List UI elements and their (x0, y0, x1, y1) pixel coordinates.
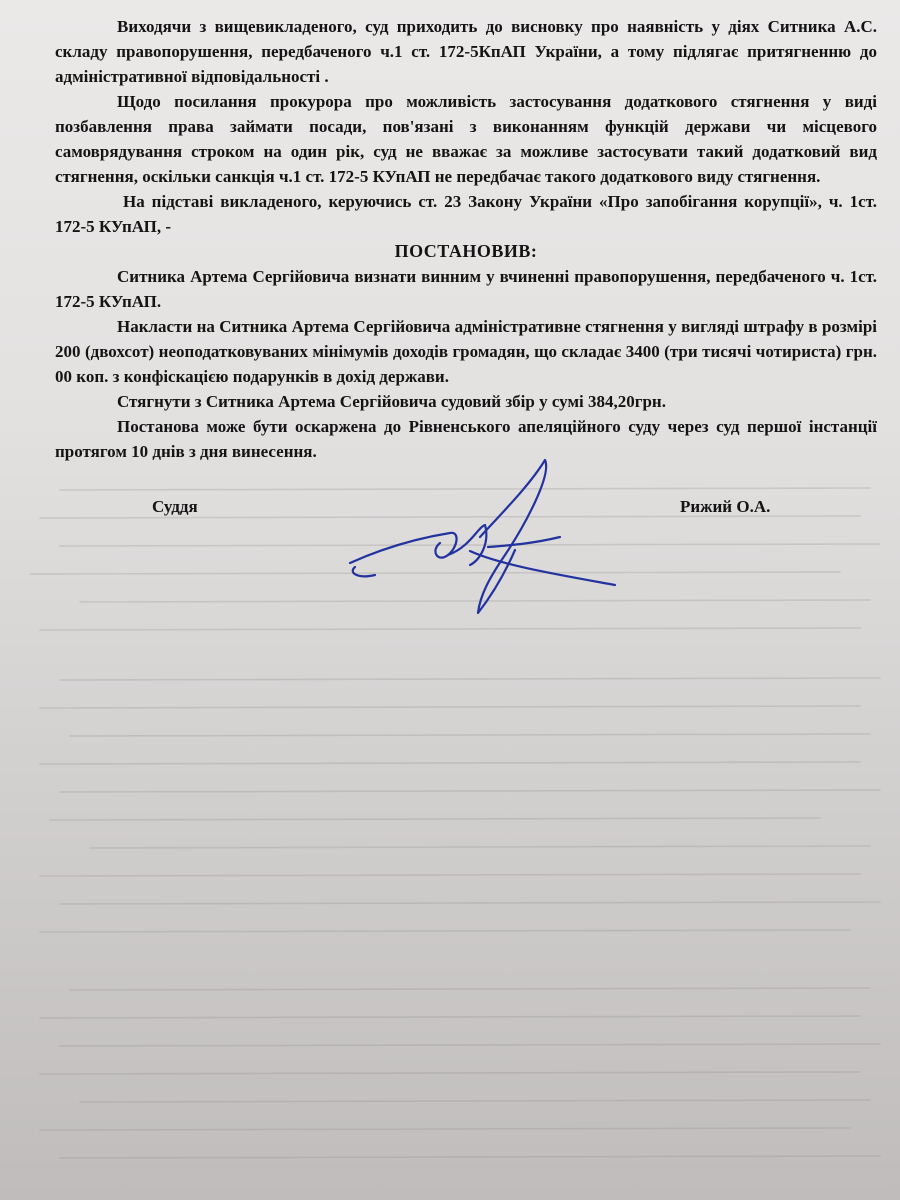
handwritten-signature (330, 455, 620, 630)
document-body (55, 14, 877, 464)
paragraph-prosecutor-request: Щодо посилання прокурора про можливість застосування додаткового стягнення у виді позбавлення права займати посади, пов'язані з виконанням функцій держави чи місцевого самоврядування строком на один рік, суд не вважає за можливе застосувати такий додатковий вид стягнення, оскільки санкція ч.1 ст. 172-5 КУпАП не передбачає такого додаткового виду стягнення. (55, 92, 877, 186)
judge-role-label: Суддя (152, 497, 198, 516)
paragraph-legal-basis: На підставі викладеного, керуючись ст. 23 Закону України «Про запобігання корупції», ч. 1ст. 172-5 КУпАП, - (55, 192, 877, 236)
resolution-appeal: Постанова може бути оскаржена до Рівненського апеляційного суду через суд першої інстанції протягом 10 днів з дня винесення. (55, 417, 877, 461)
resolution-fine: Накласти на Ситника Артема Сергійовича адміністративне стягнення у вигляді штрафу в розмірі 200 (двохсот) неоподатковуваних мінімумів доходів громадян, що складає 3400 (три тисячі чотириста) грн. 00 коп. з конфіскацією подарунків в дохід держави. (55, 317, 877, 386)
paragraph-conclusion: Виходячи з вищевикладеного, суд приходить до висновку про наявність у діях Ситника А.С. складу правопорушення, передбаченого ч.1 ст. 172-5КпАП України, а тому підлягає притягненню до адміністративної відповідальності . (55, 17, 877, 86)
judge-name: Рижий О.А. (680, 497, 771, 516)
decision-heading: ПОСТАНОВИВ: (394, 241, 538, 261)
resolution-court-fee: Стягнути з Ситника Артема Сергійовича судовий збір у сумі 384,20грн. (117, 392, 666, 411)
resolution-guilty: Ситника Артема Сергійовича визнати винним у вчиненні правопорушення, передбаченого ч. 1ст. 172-5 КУпАП. (55, 267, 877, 311)
